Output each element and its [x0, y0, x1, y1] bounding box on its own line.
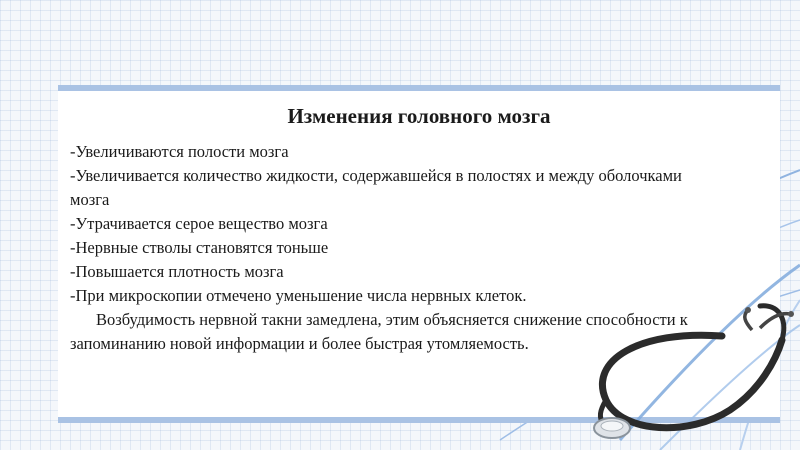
list-item: -Повышается плотность мозга — [70, 262, 284, 281]
list-item: -Нервные стволы становятся тоньше — [70, 238, 329, 257]
list-item: -Увеличивается количество жидкости, содержавшейся в полостях и между оболочками мозга — [70, 166, 682, 209]
list-item: -Увеличиваются полости мозга — [70, 142, 289, 161]
list-item: -Утрачивается серое вещество мозга — [70, 214, 328, 233]
bottom-divider-bar — [58, 417, 780, 423]
list-item: -При микроскопии отмечено уменьшение числа нервных клеток. — [70, 286, 527, 305]
slide-title: Изменения головного мозга — [287, 104, 551, 128]
body-paragraph: Возбудимость нервной такни замедлена, этим объясняется снижение способности к запоминанию новой информации и более быстрая утомляемость. — [70, 310, 688, 353]
slide-content — [70, 140, 720, 356]
